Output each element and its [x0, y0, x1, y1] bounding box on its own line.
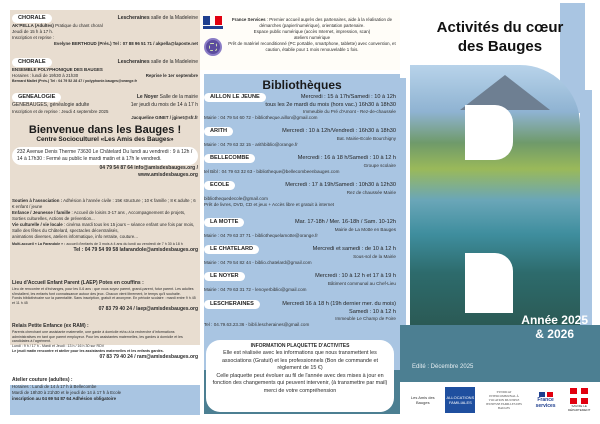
lake-photo — [410, 65, 580, 325]
library-place: Bâtiment communal au Chef-Lieu — [327, 281, 396, 286]
library-name: ARITH — [204, 127, 233, 136]
library-place: Rez de chaussée Mairie — [346, 190, 396, 195]
france-services-logo-icon — [533, 387, 559, 413]
relais-text: Parents cherchant une assistante maternelle, une garde à domicile et/ou à la recherche d'informations administratives en tant que parent employeur. Pour les assistantes maternelles, les gardes à domicile et les candidates à l'agrément. — [12, 329, 183, 344]
library-le-noyer — [204, 272, 396, 293]
library-place: Immeuble Le Champ de Foire — [335, 316, 396, 321]
library-bellecombe — [204, 154, 396, 175]
enfance-label: Enfance / Jeunesse / famille — [12, 210, 71, 215]
library-place: Immeuble du Pré d'Amont - Rez-de-chaussée — [302, 109, 396, 114]
partner-logos — [400, 382, 600, 418]
library-ecole — [204, 181, 396, 208]
logo-label: Les Amis des Bauges — [410, 395, 435, 405]
library-name: ECOLE — [204, 181, 235, 190]
multi-accueil-contact: Tel : 04 79 54 99 58 lafarandole@amisdesbauges.org — [73, 247, 198, 253]
genealogie-name: GENEBAUGES, généalogie adulte — [12, 102, 90, 108]
genealogie-inscription: Inscription et de reprise : Jeudi 4 septembre 2025 — [12, 108, 109, 114]
laep-contact: 07 83 79 40 24 / laep@amisdesbauges.org — [98, 305, 198, 312]
library-hours-2: tous les 2e mardi du mois (hors vac.) 16h30 à 18h30 — [265, 102, 396, 108]
france-services-line-4: Prêt de matériel reconditionné (PC portable, smartphone, tablette) avec convention, et caution, établie pour 1 mois renouvelable 1 fois. — [228, 41, 396, 52]
library-extra: Prêt de livres, DVD, CD et jeux + Accès libre et gratuit à internet — [204, 202, 335, 207]
edited-date: Edité : Décembre 2025 — [412, 364, 474, 370]
soutien-title: Soutien à l'association : — [12, 198, 63, 203]
france-services-line-2: Espace public numérique (accès Internet, impression, scan) — [253, 29, 371, 34]
letter-b-cutout — [465, 105, 520, 305]
middle-panel — [200, 0, 400, 424]
library-place: Groupe scolaire — [363, 163, 396, 168]
info-text-1: Elle est réalisée avec les informations que nous transmettent les associations (Gratuit) et les professionnels (Bon de commande et règlement de 15 €) — [221, 350, 379, 372]
laep-block — [12, 280, 198, 313]
france-services-line-3: ateliers numérique — [293, 35, 331, 40]
chorale-2-schedule: Horaires : lundi de 19h30 à 21h30 — [12, 73, 79, 78]
genealogie-contact: Jacqueline GINET / jginet@sfr.fr — [131, 114, 198, 120]
france-services-label: France Services — [231, 17, 266, 22]
chorale-1-contact: Evelyne BERTHOUD (Prés.) Tel : 07 88 96 51 71 / akpella@laposte.net — [53, 41, 198, 46]
library-name: LESCHERAINES — [204, 300, 260, 309]
marianne-logo-icon — [203, 16, 223, 30]
sivu-logo-icon — [483, 387, 525, 413]
library-hours: Mercredi : 17 à 19h/Samedi : 10h30 à 12h30 — [285, 182, 396, 188]
amis-des-bauges-logo-icon — [408, 387, 438, 413]
chorale-1-name: AK'PELLA (Adultes) — [12, 23, 54, 28]
library-hours: Mercredi : 16 à 18 h/Samedi : 10 à 12 h — [297, 155, 396, 161]
library-contact: Mairie : 04 79 63 31 72 - lenoyerbiblio@gmail.com — [204, 287, 307, 292]
laep-title: Lieu d'Accueil Enfant Parent (LAEP) Potes en couffins : — [12, 280, 144, 286]
bibliotheques-title: Bibliothèques — [262, 78, 342, 92]
chorale-1-inscription: Inscription et reprise : — [12, 35, 54, 40]
relais-contact: 07 83 79 40 24 / ram@amisdesbauges.org — [99, 353, 198, 360]
logo-label: SAVOIE LE DÉPARTEMENT — [567, 404, 591, 412]
info-plaquette-box — [206, 340, 394, 412]
welcome-subtitle: Centre Socioculturel «Les Amis des Bauges» — [36, 136, 174, 143]
library-name: BELLECOMBE — [204, 154, 255, 163]
chorale-1-block — [12, 14, 198, 47]
library-hours: Mar. 17-18h / Mer. 16-18h / Sam. 10-12h — [294, 219, 396, 225]
cover-title — [400, 18, 600, 56]
caf-logo-icon — [445, 387, 475, 413]
couture-block — [12, 377, 198, 402]
chorale-1-schedule: Jeudi de 15 h à 17 h. — [12, 29, 54, 34]
library-place: Mairie de La Motte en Bauges — [334, 227, 396, 232]
couture-line-2: Mardi de 18h30 à 21h30 et le jeudi de 14 à 17 h à Ecole — [12, 389, 122, 395]
relais-jeudi: Le jeudi matin rencontre et atelier pour les assistantes maternelles et les enfants gardés. — [12, 348, 164, 353]
multi-accueil-label: Multi-accueil « La Farandole » : — [12, 242, 66, 246]
chorale-2-location-rest: salle de la Madeleine — [149, 59, 198, 66]
chorale-2-name: ENSEMBLE POLYPHONIQUE DES BAUGES — [12, 67, 103, 72]
library-hours: Mercredi : 10 à 12 h et 17 à 19 h — [315, 273, 396, 279]
chorale-2-block — [12, 58, 198, 84]
soutien-text: Adhésion à l'année civile : 15€ structure ; 10 € famille ; 8 € adulte ; 6 € enfant / jeune — [12, 198, 196, 209]
chorale-1-location-rest: salle de la Madeleine — [149, 15, 198, 22]
center-address: 232 Avenue Denis Therme 73630 Le Châtelard Du lundi au vendredi : 9 à 12h / 14 à 17h30 : Fermé au public le mardi matin et à 17h le vendredi. — [12, 147, 198, 165]
laep-text-2: Fonds bibliothécaire sur la parentalité. Sans inscription, gratuit et anonyme. En période scolaire : mardi entre 9 h 45 et 11 h 45 — [12, 296, 196, 306]
library-name: AILLON LE JEUNE — [204, 93, 266, 102]
library-le-chatelard — [204, 245, 396, 266]
logo-label: France services — [535, 396, 556, 409]
multi-accueil-text: accueil d'enfants de 3 mois à 4 ans du lundi au vendredi de 7 h 30 à 18 h — [65, 242, 183, 246]
vie-label: Vie culturelle / vie locale — [12, 222, 63, 227]
info-title: INFORMATION PLAQUETTE D'ACTIVITES — [250, 343, 350, 349]
library-contact: Mairie : 04 79 63 37 71 - bibliothequelamotte@orange.fr — [204, 233, 318, 238]
library-hours: Mercredi et samedi : de 10 à 12 h — [312, 246, 396, 252]
cover-title-line-2: des Bauges — [457, 38, 543, 55]
cover-panel — [400, 0, 600, 424]
cover-year — [521, 313, 588, 341]
library-contact: Mairie : 04 79 63 32 15 - arithbiblio@orange.fr — [204, 142, 298, 147]
couture-line-3: inscription au 04 69 54 87 64 Adhésion obligatoire — [12, 395, 117, 401]
genealogie-label: GENEALOGIE — [12, 93, 61, 102]
left-panel — [0, 0, 200, 424]
logo-label: ALLOCATIONS FAMILIALES — [446, 395, 475, 405]
savoie-logo-icon — [566, 387, 592, 413]
couture-line-1: Horaires : Lundi de 14 à 17 h à Bellecombe — [12, 383, 97, 389]
library-lescheraines — [204, 300, 396, 328]
logo-label: SYNDICAT INTERCOMMUNAL À VOCATION MULTIPLE JEUNESSE FAMILLES DES BAUGES — [486, 390, 522, 410]
info-text-2: Celle plaquette peut évoluer au fil de l'année avec des mises à jour en fonction des changements qui peuvent intervenir, (à transmettre par mail) merci de votre compréhension — [212, 372, 388, 394]
soutien-block — [12, 198, 198, 254]
relais-block — [12, 323, 198, 361]
library-hours: Mercredi : 10 à 12h/Vendredi : 16h30 à 18h30 — [282, 128, 396, 134]
year-line-2: & 2026 — [535, 327, 574, 341]
library-contact: bibliothequedecole@gmail.com — [204, 196, 268, 201]
chorale-2-label: CHORALE — [12, 58, 52, 67]
relais-title: Relais Petite Enfance (ex RAM) : — [12, 323, 89, 329]
vie-text: : cinéma mardi tous les 15 jours – séance enfant une fois par mois, Salle des fêtes du Châtelard, spectacles décentralisés, — [12, 222, 195, 233]
library-place: Sous-sol de la Mairie — [353, 254, 396, 259]
chorale-2-contact: Bernard Mallet (Prés.) Tel : 04 79 52 28 47 / polyphonie.bauges@orange.fr — [12, 79, 138, 83]
genealogie-location: Le Noyer — [136, 94, 159, 101]
chorale-1-label: CHORALE — [12, 14, 52, 23]
welcome-title: Bienvenue dans les Bauges ! — [28, 124, 182, 136]
library-contact: Mairie : 04 79 54 60 72 - bibliotheque.aillon@gmail.com — [204, 115, 318, 120]
welcome-block — [12, 124, 198, 179]
chorale-2-reprise: Reprise le 1er septembre — [145, 73, 198, 78]
enfance-text: : Accueil de loisirs 3-17 ans , Accompagnement de projets, Sorties culturelles, Actions de prévention... — [12, 210, 186, 221]
genealogie-block — [12, 93, 198, 121]
library-name: LA MOTTE — [204, 218, 244, 227]
library-la-motte — [204, 218, 396, 239]
library-hours: Mercredi 16 à 18 h (19h dernier mer. du mois) — [282, 301, 396, 307]
genealogie-location-rest: Salle de la mairie — [158, 94, 198, 101]
couture-title: Atelier couture (adultes) : — [12, 377, 73, 383]
center-contact: 04 79 54 87 64 info@amisdesbauges.org / — [99, 165, 198, 171]
chorale-1-desc: Pratique du chant choral — [53, 23, 103, 28]
library-hours-2: Samedi : 10 à 12 h — [349, 309, 396, 315]
library-aillon — [204, 93, 396, 121]
france-services-block — [226, 17, 398, 53]
year-line-1: Année 2025 — [521, 313, 588, 327]
library-contact: tel Bibl : 04 79 63 32 63 - bibliotheque@bellecombeenbauges.com — [204, 169, 340, 174]
relais-hours: Lundi : 9 h / 17 h - Mardi et Jeudi : 13 h / 16 h 30 sur RDV — [12, 344, 105, 349]
library-hours: Mercredi : 15 à 17h/Samedi : 10 à 12h — [300, 94, 396, 100]
chorale-2-location: Lescheraines — [117, 59, 150, 66]
genealogie-schedule: 1er jeudi du mois de 14 à 17 h — [130, 102, 198, 108]
library-contact: Tel : 04.79.63.23.36 - bibli.lescheraines@gmail.com — [204, 322, 310, 327]
vie-text-2: animations diverses, ateliers informatique, info retraite, couture... — [12, 234, 138, 239]
laep-text: Lieu de rencontre et d'échanges, pour les 0-6 ans : que vous soyez parent, grand-parent, futur parent. Les adultes s'installent, les enfants font connaissance autour des jeux. Chacun vient librement, le temps qu'il souhaite. — [12, 286, 194, 296]
cover-title-line-1: Activités du cœur — [436, 19, 564, 36]
library-place: Bat. Mairie-Ecole Bourchigny — [336, 136, 396, 141]
library-name: LE NOYER — [204, 272, 245, 281]
chorale-1-location: Lescheraines — [117, 15, 150, 22]
library-contact: Mairie : 04 79 54 82 44 - biblio.chatelard@gmail.com — [204, 260, 312, 265]
library-arith — [204, 127, 396, 148]
numerique-badge-icon — [204, 38, 222, 56]
library-name: LE CHATELARD — [204, 245, 259, 254]
center-website[interactable]: www.amisdesbauges.org — [138, 171, 198, 178]
france-services-text: : Premier accueil auprès des partenaires, aide à la réalisation de démarches (papier/numérique), orientation partenaire. — [259, 17, 393, 28]
